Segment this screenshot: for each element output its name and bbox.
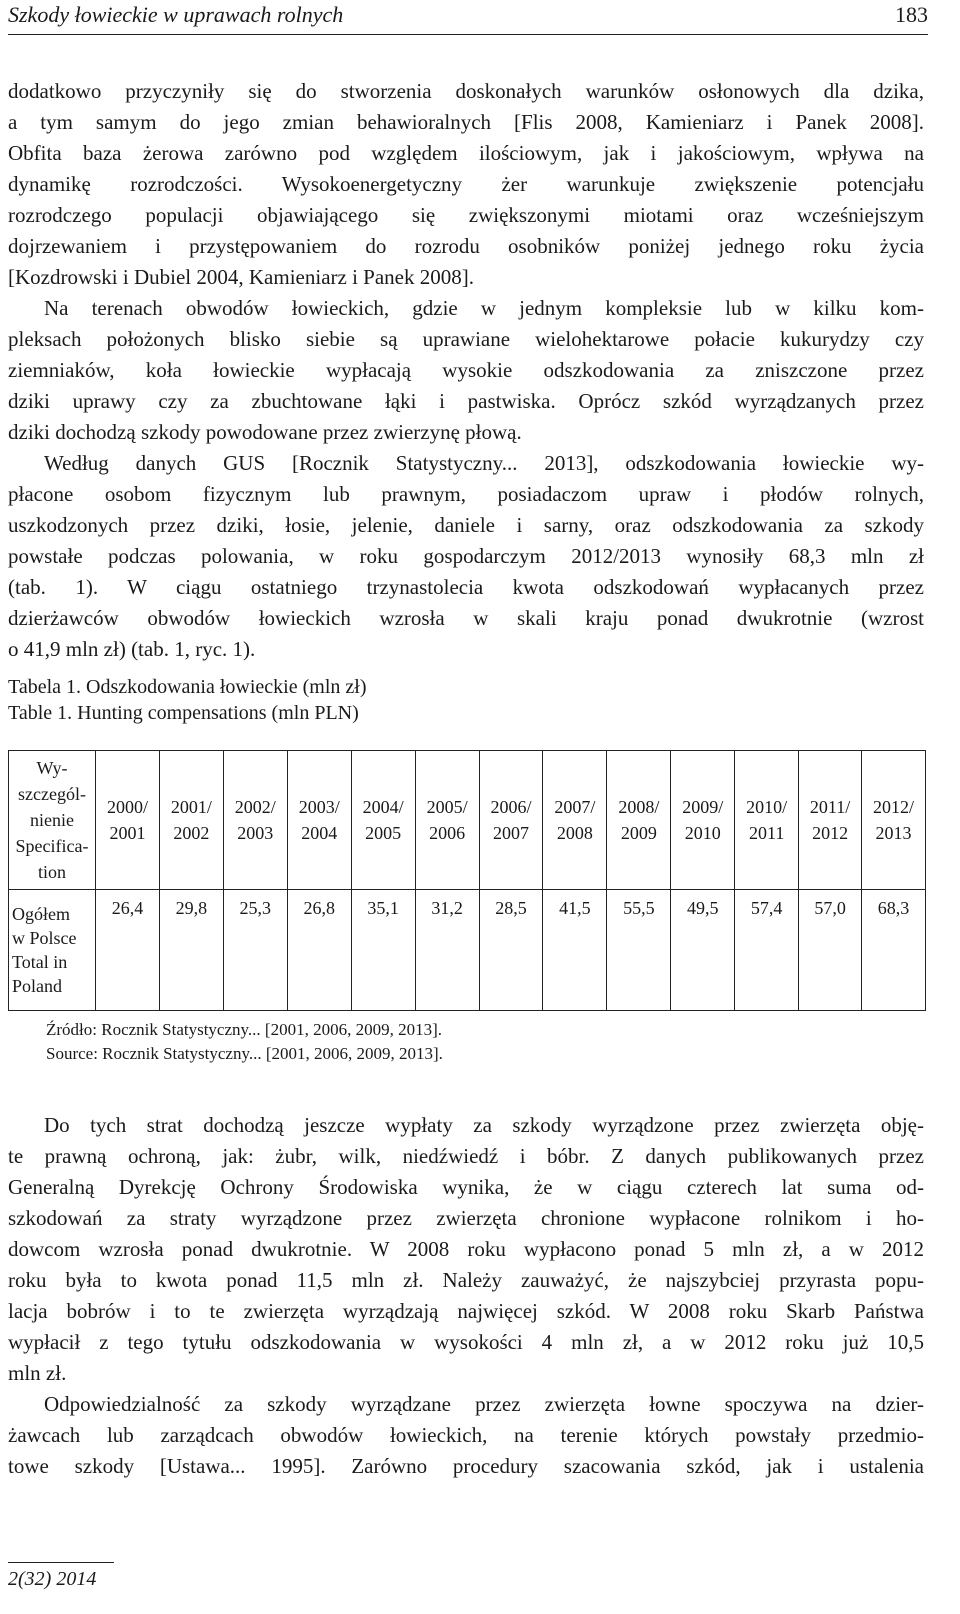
- text-line: dodatkowo przyczyniły się do stworzenia doskonałych warunków osłonowych dla dzika,: [8, 79, 924, 103]
- year-end: 2004: [301, 823, 338, 843]
- value-cell: 35,1: [351, 890, 415, 1011]
- year-end: 2002: [173, 823, 210, 843]
- row-label-line: Poland: [12, 976, 63, 996]
- year-end: 2012: [812, 823, 849, 843]
- issue-footer: 2(32) 2014: [8, 1568, 97, 1590]
- text-line: pleksach położonych blisko siebie są uprawiane wielohektarowe połacie kukurydzy czy: [8, 327, 924, 351]
- text-line: Obfita baza żerowa zarówno pod względem ilościowym, jak i jakościowym, wpływa na: [8, 141, 924, 165]
- year-end: 2008: [556, 823, 593, 843]
- year-header-cell: [543, 751, 607, 890]
- running-title: Szkody łowieckie w uprawach rolnych: [8, 2, 344, 27]
- text-line: Według danych GUS [Rocznik Statystyczny... 2013], odszkodowania łowieckie wy-: [44, 451, 924, 475]
- year-end: 2013: [875, 823, 912, 843]
- year-start: 2001/: [170, 797, 212, 817]
- value-cell: 41,5: [543, 890, 607, 1011]
- text-line: o 41,9 mln zł) (tab. 1, ryc. 1).: [8, 637, 256, 661]
- text-line: lacja bobrów i to te zwierzęta wyrządzają najwięcej szkód. W 2008 roku Skarb Państwa: [8, 1299, 924, 1323]
- year-end: 2001: [109, 823, 146, 843]
- header-label-line: Wy-: [36, 758, 68, 778]
- text-line: wypłacił z tego tytułu odszkodowania w wysokości 4 mln zł, a w 2012 roku już 10,5: [8, 1330, 924, 1354]
- text-line: dzierżawców obwodów łowieckich wzrosła w skali kraju ponad dwukrotnie (wzrost: [8, 606, 924, 630]
- text-line: uszkodzonych przez dziki, łosie, jelenie, daniele i sarny, oraz odszkodowania za szkody: [8, 513, 924, 537]
- row-label-line: Ogółem: [12, 904, 70, 924]
- year-end: 2009: [620, 823, 657, 843]
- table-caption-en: Table 1. Hunting compensations (mln PLN): [8, 702, 359, 724]
- text-line: dojrzewaniem i przystępowaniem do rozrodu osobników poniżej jednego roku życia: [8, 234, 924, 258]
- paragraph-2: [8, 293, 924, 448]
- year-end: 2007: [492, 823, 529, 843]
- text-line: Na terenach obwodów łowieckich, gdzie w jednym kompleksie lub w kilku kom-: [44, 296, 924, 320]
- table-source-pl: Źródło: Rocznik Statystyczny... [2001, 2006, 2009, 2013].: [46, 1020, 442, 1039]
- text-line: rozrodczego populacji objawiającego się zwiększonymi miotami oraz wcześniejszym: [8, 203, 924, 227]
- row-label-line: w Polsce: [12, 928, 77, 948]
- year-start: 2005/: [426, 797, 468, 817]
- text-line: dziki dochodzą szkody powodowane przez zwierzynę płową.: [8, 420, 522, 444]
- year-start: 2011/: [809, 797, 851, 817]
- year-start: 2006/: [490, 797, 532, 817]
- row-label-line: Total in: [12, 952, 68, 972]
- year-header-cell: [671, 751, 735, 890]
- year-end: 2010: [684, 823, 721, 843]
- compensation-table: [8, 750, 926, 1011]
- year-end: 2011: [749, 823, 785, 843]
- header-label-line: Specifica-: [15, 836, 89, 856]
- year-start: 2003/: [298, 797, 340, 817]
- text-line: dynamikę rozrodczości. Wysokoenergetyczny żer warunkuje zwiększenie potencjału: [8, 172, 924, 196]
- text-line: ziemniaków, koła łowieckie wypłacają wysokie odszkodowania za zniszczone przez: [8, 358, 924, 382]
- text-line: dziki uprawy czy za zbuchtowane łąki i pastwiska. Oprócz szkód wyrządzanych przez: [8, 389, 924, 413]
- year-start: 2000/: [106, 797, 148, 817]
- value-cell: 57,4: [735, 890, 799, 1011]
- text-line: roku była to kwota ponad 11,5 mln zł. Należy zauważyć, że najszybciej przyrasta popu-: [8, 1268, 924, 1292]
- text-line: powstałe podczas polowania, w roku gospodarczym 2012/2013 wynosiły 68,3 mln zł: [8, 544, 924, 568]
- paragraph-3: [8, 448, 924, 665]
- text-line: płacone osobom fizycznym lub prawnym, posiadaczom upraw i płodów rolnych,: [8, 482, 924, 506]
- text-line: towe szkody [Ustawa... 1995]. Zarówno procedury szacowania szkód, jak i ustalenia: [8, 1454, 924, 1478]
- total-poland-row-label: [9, 890, 96, 1011]
- value-cell: 26,4: [96, 890, 160, 1011]
- year-end: 2006: [429, 823, 466, 843]
- year-header-cell: [415, 751, 479, 890]
- year-header-cell: [735, 751, 799, 890]
- value-cell: 49,5: [671, 890, 735, 1011]
- value-cell: 57,0: [799, 890, 862, 1011]
- year-start: 2004/: [362, 797, 404, 817]
- table-caption-pl: Tabela 1. Odszkodowania łowieckie (mln zł): [8, 676, 367, 698]
- table-source-en: Source: Rocznik Statystyczny... [2001, 2006, 2009, 2013].: [46, 1044, 443, 1063]
- year-header-cell: [287, 751, 351, 890]
- year-header-cell: [607, 751, 671, 890]
- footer-rule: [8, 1562, 114, 1563]
- text-line: a tym samym do jego zmian behawioralnych [Flis 2008, Kamieniarz i Panek 2008].: [8, 110, 924, 134]
- specification-header-cell: [9, 751, 96, 890]
- header-label-line: tion: [37, 862, 66, 882]
- text-line: Do tych strat dochodzą jeszcze wypłaty za szkody wyrządzone przez zwierzęta obję-: [44, 1113, 924, 1137]
- value-cell: 29,8: [159, 890, 223, 1011]
- value-cell: 28,5: [479, 890, 543, 1011]
- year-header-cell: [96, 751, 160, 890]
- text-line: żawcach lub zarządcach obwodów łowieckich, na terenie których powstały przedmio-: [8, 1423, 924, 1447]
- year-header-cell: [799, 751, 862, 890]
- year-start: 2007/: [554, 797, 596, 817]
- header-label-line: szczegól-: [18, 784, 86, 804]
- year-header-cell: [159, 751, 223, 890]
- year-start: 2010/: [746, 797, 788, 817]
- text-line: [Kozdrowski i Dubiel 2004, Kamieniarz i Panek 2008].: [8, 265, 474, 289]
- paragraph-5: [8, 1389, 924, 1482]
- text-line: (tab. 1). W ciągu ostatniego trzynastolecia kwota odszkodowań wypłacanych przez: [8, 575, 924, 599]
- table-row: [9, 890, 926, 1011]
- text-line: Odpowiedzialność za szkody wyrządzane przez zwierzęta łowne spoczywa na dzier-: [44, 1392, 924, 1416]
- value-cell: 25,3: [223, 890, 287, 1011]
- year-header-cell: [351, 751, 415, 890]
- paragraph-4: [8, 1110, 924, 1389]
- text-line: te prawną ochroną, jak: żubr, wilk, niedźwiedź i bóbr. Z danych publikowanych przez: [8, 1144, 924, 1168]
- year-start: 2008/: [618, 797, 660, 817]
- text-line: dowcom wzrosła ponad dwukrotnie. W 2008 roku wypłacono ponad 5 mln zł, a w 2012: [8, 1237, 924, 1261]
- page-number: 183: [895, 2, 928, 27]
- text-line: szkodowań za straty wyrządzone przez zwierzęta chronione wypłacone rolnikom i ho-: [8, 1206, 924, 1230]
- value-cell: 68,3: [862, 890, 926, 1011]
- year-start: 2012/: [873, 797, 915, 817]
- header-label-line: nienie: [30, 810, 74, 830]
- year-header-cell: [223, 751, 287, 890]
- value-cell: 55,5: [607, 890, 671, 1011]
- year-start: 2002/: [234, 797, 276, 817]
- paragraph-1: [8, 76, 924, 293]
- value-cell: 26,8: [287, 890, 351, 1011]
- value-cell: 31,2: [415, 890, 479, 1011]
- text-line: mln zł.: [8, 1361, 67, 1385]
- text-line: Generalną Dyrekcję Ochrony Środowiska wynika, że w ciągu czterech lat suma od-: [8, 1175, 924, 1199]
- year-header-cell: [862, 751, 926, 890]
- year-header-cell: [479, 751, 543, 890]
- table-header-row: [9, 751, 926, 890]
- running-header: [8, 0, 928, 35]
- year-start: 2009/: [682, 797, 724, 817]
- year-end: 2003: [237, 823, 274, 843]
- year-end: 2005: [365, 823, 402, 843]
